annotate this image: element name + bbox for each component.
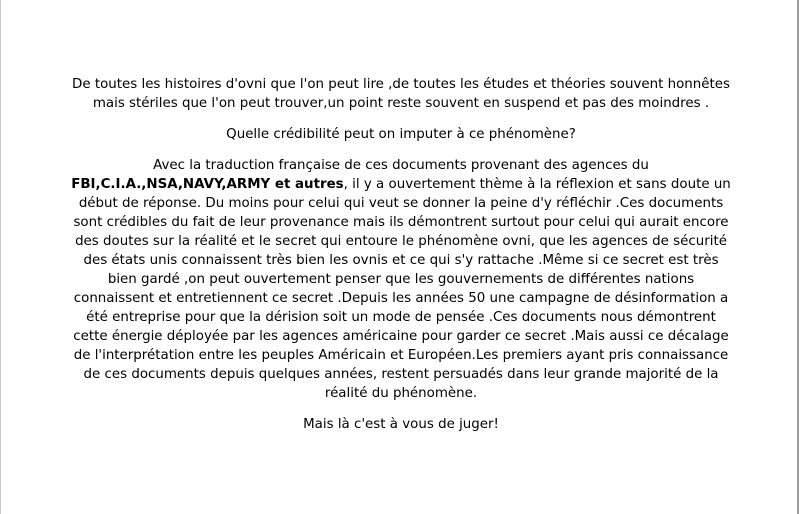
question-paragraph: Quelle crédibilité peut on imputer à ce phénomène? [226, 127, 576, 142]
document-body [69, 75, 733, 446]
agencies-list: FBI,C.I.A.,NSA,NAVY,ARMY et autres [71, 177, 344, 192]
closing-paragraph: Mais là c'est à vous de juger! [303, 417, 499, 432]
main-paragraph [69, 156, 733, 403]
main-paragraph-rest: , il y a ouvertement thème à la réflexion et sans doute un début de réponse. Du moins pour celui qui veut se donner la peine d'y réfléchir .Ces documents sont crédibles du fait de leur provenance mais ils démontrent surtout pour celui qui aurait encore des doutes sur la réalité et le secret qui entoure le phénomène ovni, que les agences de sécurité des états unis connaissent très bien les ovnis et ce qui s'y rattache .Même si ce secret est très bien gardé ,on peut ouvertement penser que les gouvernements de différentes nations connaissent et entretiennent ce secret .Depuis les années 50 une campagne de désinformation a été entreprise pour que la dérision soit un mode de pensée .Ces documents nous démontrent cette énergie déployée par les agences américaine pour garder ce secret .Mais aussi ce décalage de l'interprétation entre les peuples Américain et Européen.Les premiers ayant pris connaissance de ces documents depuis quelques années, restent persuadés dans leur grande majorité de la réalité du phénomène. [73, 177, 731, 401]
intro-paragraph: De toutes les histoires d'ovni que l'on peut lire ,de toutes les études et théories souvent honnêtes mais stériles que l'on peut trouver,un point reste souvent en suspend et pas des moindres . [72, 77, 730, 111]
main-paragraph-intro: Avec la traduction française de ces documents provenant des agences du [153, 158, 649, 173]
